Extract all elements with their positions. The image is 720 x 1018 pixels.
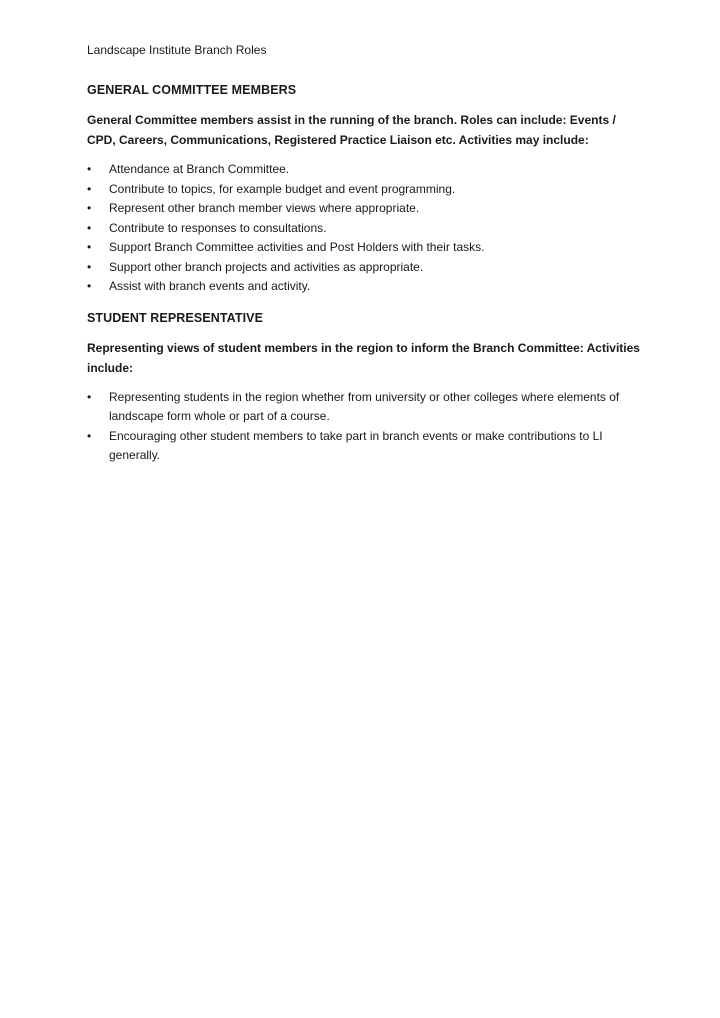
section-title: GENERAL COMMITTEE MEMBERS [87,83,297,97]
list-item-text: Represent other branch member views where appropriate. [109,201,420,215]
list-item [87,277,647,297]
list-item [87,199,647,219]
list-item-text: Representing students in the region whether from university or other colleges where elements of landscape form whole or part of a course. [109,389,620,423]
list-item [87,427,647,466]
list-item-text: Contribute to responses to consultations. [109,220,327,235]
list-item-text: Encouraging other student members to take part in branch events or make contributions to LI generally. [109,428,603,462]
list-item-text: Support Branch Committee activities and Post Holders with their tasks. [109,240,485,254]
bullet-icon: • [87,162,92,176]
list-item [87,258,647,278]
bullet-icon: • [87,279,92,293]
list-item-text: Support other branch projects and activities as appropriate. [109,259,424,274]
running-header: Landscape Institute Branch Roles [87,43,267,57]
bullet-list [87,160,647,297]
list-item [87,219,647,239]
list-item-text: Assist with branch events and activity. [109,279,311,293]
list-item [87,160,647,180]
section-intro: General Committee members assist in the running of the branch. Roles can include: Events / CPD, Careers, Communications, Registered Practice Liaison etc. Activities may include: [87,113,616,147]
bullet-icon: • [87,428,92,443]
list-item-text: Contribute to topics, for example budget and event programming. [109,181,456,196]
section-intro: Representing views of student members in the region to inform the Branch Committee: Activities include: [87,340,640,375]
section-general-committee [87,80,647,297]
bullet-list [87,388,647,466]
bullet-icon: • [87,220,92,235]
list-item [87,388,647,427]
document-page [87,40,647,477]
bullet-icon: • [87,240,92,254]
section-student-representative [87,308,647,466]
section-title: STUDENT REPRESENTATIVE [87,310,264,325]
list-item [87,180,647,200]
bullet-icon: • [87,259,92,274]
bullet-icon: • [87,181,92,196]
bullet-icon: • [87,389,92,404]
list-item-text: Attendance at Branch Committee. [109,162,290,176]
list-item [87,238,647,258]
bullet-icon: • [87,201,92,215]
